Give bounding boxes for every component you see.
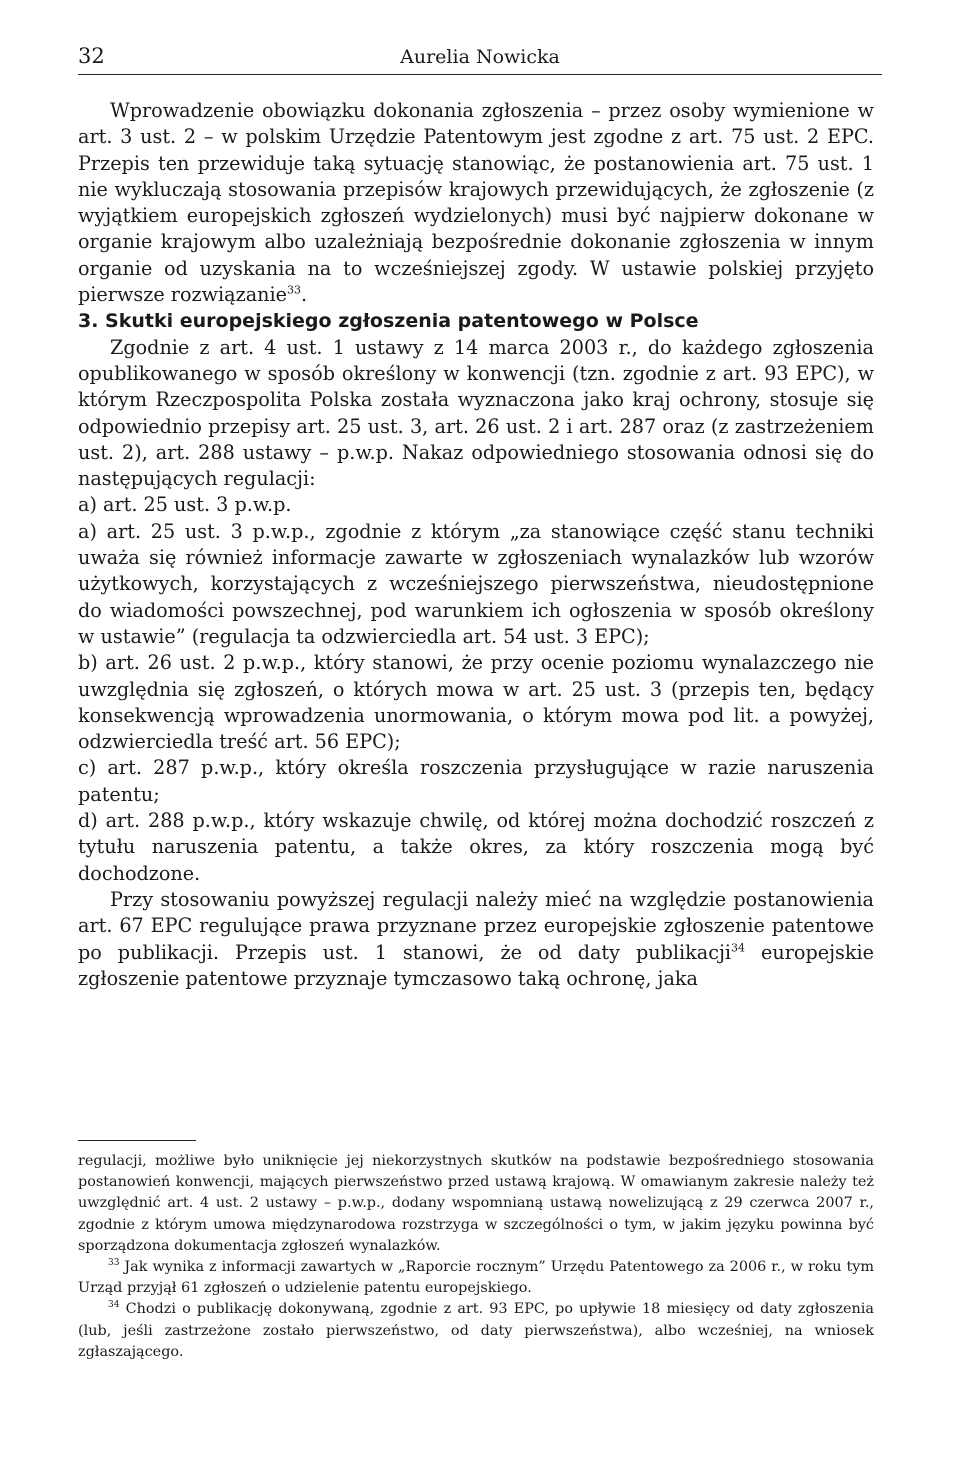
paragraph-art67-cont: europejskie zgłoszenie patentowe przyznaje tymczasowo taką ochronę, jaka <box>78 940 875 990</box>
list-item-b: b) art. 26 ust. 2 p.w.p., który stanowi, że przy ocenie poziomu wynalazczego nie uwzględnia się zgłoszeń, o których mowa w art. 25 ust. 3 (przepis ten, będący konsekwencją wprowadzenia unormowania, o którym mowa pod lit. a powyżej, odzwierciedla treść art. 56 EPC); <box>78 651 874 754</box>
paragraph-art67 <box>78 887 874 992</box>
page-header <box>78 40 882 75</box>
paragraph-intro-end: . <box>301 283 308 307</box>
footnote-34-number: 34 <box>108 1300 120 1311</box>
footnote-ref-34[interactable]: 34 <box>731 941 746 955</box>
footnotes <box>78 1151 874 1363</box>
footnote-ref-33[interactable]: 33 <box>287 283 302 297</box>
footnote-divider <box>78 1140 196 1141</box>
paragraph-intro-text: Wprowadzenie obowiązku dokonania zgłoszenia – przez osoby wymienione w art. 3 ust. 2 – w polskim Urzędzie Patentowym jest zgodne z art. 75 ust. 2 EPC. Przepis ten przewiduje taką sytuację stanowiąc, że postanowienia art. 75 ust. 1 nie wykluczają stosowania przepisów krajowych przewidujących, że zgłoszenie (z wyjątkiem europejskich zgłoszeń wydzielonych) musi być najpierw dokonane w organie krajowym albo uzależniają bezpośrednie dokonanie zgłoszenia w innym organie od uzyskania na to wcześniejszej zgody. W ustawie polskiej przyjęto pierwsze rozwiązanie <box>78 99 874 307</box>
footnote-33 <box>78 1257 874 1299</box>
footnote-34 <box>78 1299 874 1363</box>
list-item-d: d) art. 288 p.w.p., który wskazuje chwilę, od której można dochodzić roszczeń z tytułu naruszenia patentu, a także okres, za który roszczenia mogą być dochodzone. <box>78 809 874 885</box>
list-item-a-short: a) art. 25 ust. 3 p.w.p. <box>78 493 292 517</box>
list-item-c: c) art. 287 p.w.p., który określa roszczenia przysługujące w razie naruszenia patentu; <box>78 756 874 806</box>
footnote-continued: regulacji, możliwe było uniknięcie jej niekorzystnych skutków na podstawie bezpośredniego stosowania postanowień konwencji, mających pierwszeństwo przed ustawą krajową. W omawianym zakresie należy też uwzględnić art. 4 ust. 2 ustawy – p.w.p., dodany wspomnianą ustawą nowelizującą z 29 czerwca 2007 r., zgodnie z którym umowa międzynarodowa rozstrzyga w szczególności o tym, w jakim języku powinna być sporządzona dokumentacja zgłoszeń wynalazków. <box>78 1153 874 1254</box>
paragraph-art67-text: Przy stosowaniu powyższej regulacji należy mieć na względzie postanowienia art. 67 EPC regulujące prawa przyznane przez europejskie zgłoszenie patentowe po publikacji. Przepis ust. 1 stanowi, że od daty publikacji <box>78 887 874 964</box>
footnote-34-text: Chodzi o publikację dokonywaną, zgodnie z art. 93 EPC, po upływie 18 miesięcy od daty zgłoszenia (lub, jeśli zastrzeżone zostało pierwszeństwo, od daty pierwszeństwa), albo wcześniej, na wniosek zgłaszającego. <box>78 1301 874 1360</box>
paragraph-regulations: Zgodnie z art. 4 ust. 1 ustawy z 14 marca 2003 r., do każdego zgłoszenia opublikowanego w sposób określony w konwencji (tzn. zgodnie z art. 93 EPC), w którym Rzeczpospolita Polska została wyznaczona jako kraj ochrony, stosuje się odpowiednio przepisy art. 25 ust. 3, art. 26 ust. 2 i art. 287 oraz (z zastrzeżeniem ust. 2), art. 288 ustawy – p.w.p. Nakaz odpowiedniego stosowania odnosi się do następujących regulacji: <box>78 335 874 491</box>
main-text <box>78 98 874 992</box>
list-item-a: a) art. 25 ust. 3 p.w.p., zgodnie z którym „za stanowiące część stanu techniki uważa się również informacje zawarte w zgłoszeniach wynalazków lub wzorów użytkowych, korzystających z wcześniejszego pierwszeństwa, nieudostępnione do wiadomości powszechnej, pod warunkiem ich ogłoszenia w sposób określony w ustawie” (regulacja ta odzwierciedla art. 54 ust. 3 EPC); <box>78 519 874 648</box>
running-head-author: Aurelia Nowicka <box>400 46 560 68</box>
paragraph-intro <box>78 98 874 308</box>
footnote-33-text: Jak wynika z informacji zawartych w „Raporcie rocznym” Urzędu Patentowego za 2006 r., w roku tym Urząd przyjął 61 zgłoszeń o udzielenie patentu europejskiego. <box>78 1259 874 1297</box>
page-number: 32 <box>78 44 105 68</box>
footnote-33-number: 33 <box>108 1258 120 1269</box>
section-heading: 3. Skutki europejskiego zgłoszenia patentowego w Polsce <box>78 310 699 333</box>
